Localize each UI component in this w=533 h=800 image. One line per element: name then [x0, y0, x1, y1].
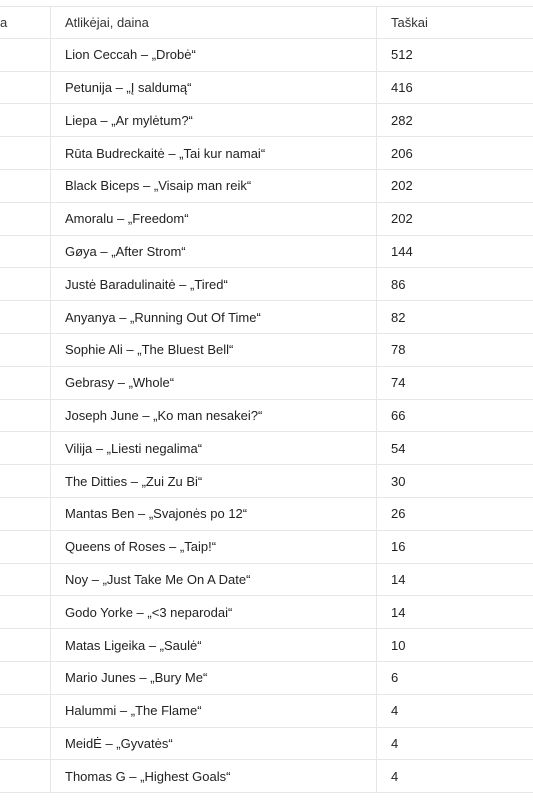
points-cell: 66: [391, 407, 406, 423]
table-row: [0, 334, 533, 367]
artist-song-cell: Matas Ligeika – „Saulė“: [51, 629, 377, 661]
artist-song-cell: Vilija – „Liesti negalima“: [51, 432, 377, 464]
points-cell: 6: [391, 670, 399, 686]
rank-cell: [0, 465, 51, 497]
points-cell: 16: [391, 539, 406, 555]
table-row: [0, 760, 533, 793]
table-row: [0, 137, 533, 170]
rank-cell: [0, 498, 51, 530]
table-row: [0, 662, 533, 695]
rank-cell: [0, 564, 51, 596]
rank-cell: [0, 72, 51, 104]
header-points: Taškai: [391, 14, 428, 30]
rank-cell: [0, 432, 51, 464]
points-cell: 82: [391, 309, 406, 325]
points-cell: 4: [391, 703, 399, 719]
artist-song-cell: Justė Baradulinaitė – „Tired“: [51, 268, 377, 300]
results-table: [0, 6, 533, 793]
rank-cell: [0, 104, 51, 136]
points-cell: 26: [391, 506, 406, 522]
points-cell: 30: [391, 473, 406, 489]
rank-cell: [0, 400, 51, 432]
points-cell: 202: [391, 211, 413, 227]
header-artist-song: Atlikėjai, daina: [51, 7, 377, 38]
artist-song-cell: Liepa – „Ar mylėtum?“: [51, 104, 377, 136]
artist-song-cell: Noy – „Just Take Me On A Date“: [51, 564, 377, 596]
artist-song-cell: The Ditties – „Zui Zu Bi“: [51, 465, 377, 497]
artist-song-cell: Godo Yorke – „<3 neparodai“: [51, 596, 377, 628]
table-body: [0, 39, 533, 793]
table-row: [0, 301, 533, 334]
table-row: [0, 72, 533, 105]
rank-cell: [0, 629, 51, 661]
artist-song-cell: MeidĖ – „Gyvatės“: [51, 728, 377, 760]
rank-cell: [0, 39, 51, 71]
table-row: [0, 465, 533, 498]
table-row: [0, 695, 533, 728]
points-cell: 74: [391, 375, 406, 391]
artist-song-cell: Amoralu – „Freedom“: [51, 203, 377, 235]
rank-cell: [0, 367, 51, 399]
artist-song-cell: Joseph June – „Ko man nesakei?“: [51, 400, 377, 432]
table-row: [0, 236, 533, 269]
table-row: [0, 432, 533, 465]
rank-cell: [0, 137, 51, 169]
artist-song-cell: Rūta Budreckaitė – „Tai kur namai“: [51, 137, 377, 169]
table-row: [0, 629, 533, 662]
rank-cell: [0, 662, 51, 694]
points-cell: 14: [391, 571, 406, 587]
artist-song-cell: Thomas G – „Highest Goals“: [51, 760, 377, 792]
rank-cell: [0, 236, 51, 268]
artist-song-cell: Anyanya – „Running Out Of Time“: [51, 301, 377, 333]
artist-song-cell: Black Biceps – „Visaip man reik“: [51, 170, 377, 202]
artist-song-cell: Mantas Ben – „Svajonės po 12“: [51, 498, 377, 530]
points-cell: 282: [391, 112, 413, 128]
points-cell: 202: [391, 178, 413, 194]
table-row: [0, 203, 533, 236]
table-row: [0, 39, 533, 72]
rank-cell: [0, 203, 51, 235]
points-cell: 4: [391, 768, 399, 784]
points-cell: 78: [391, 342, 406, 358]
rank-cell: [0, 760, 51, 792]
rank-cell: [0, 334, 51, 366]
rank-cell: [0, 728, 51, 760]
table-row: [0, 170, 533, 203]
artist-song-cell: Gøya – „After Strom“: [51, 236, 377, 268]
points-cell: 206: [391, 145, 413, 161]
table-row: [0, 268, 533, 301]
table-row: [0, 104, 533, 137]
artist-song-cell: Mario Junes – „Bury Me“: [51, 662, 377, 694]
header-rank: a: [0, 7, 51, 38]
table-row: [0, 596, 533, 629]
points-cell: 10: [391, 637, 406, 653]
artist-song-cell: Lion Ceccah – „Drobė“: [51, 39, 377, 71]
artist-song-cell: Queens of Roses – „Taip!“: [51, 531, 377, 563]
artist-song-cell: Halummi – „The Flame“: [51, 695, 377, 727]
artist-song-cell: Petunija – „Į saldumą“: [51, 72, 377, 104]
table-row: [0, 498, 533, 531]
table-row: [0, 728, 533, 761]
rank-cell: [0, 268, 51, 300]
rank-cell: [0, 596, 51, 628]
rank-cell: [0, 170, 51, 202]
points-cell: 144: [391, 243, 413, 259]
table-row: [0, 367, 533, 400]
artist-song-cell: Gebrasy – „Whole“: [51, 367, 377, 399]
points-cell: 14: [391, 604, 406, 620]
points-cell: 54: [391, 440, 406, 456]
points-cell: 512: [391, 47, 413, 63]
table-row: [0, 531, 533, 564]
rank-cell: [0, 695, 51, 727]
rank-cell: [0, 301, 51, 333]
points-cell: 4: [391, 735, 399, 751]
table-row: [0, 400, 533, 433]
table-header-row: [0, 6, 533, 39]
rank-cell: [0, 531, 51, 563]
points-cell: 86: [391, 276, 406, 292]
artist-song-cell: Sophie Ali – „The Bluest Bell“: [51, 334, 377, 366]
points-cell: 416: [391, 79, 413, 95]
table-row: [0, 564, 533, 597]
